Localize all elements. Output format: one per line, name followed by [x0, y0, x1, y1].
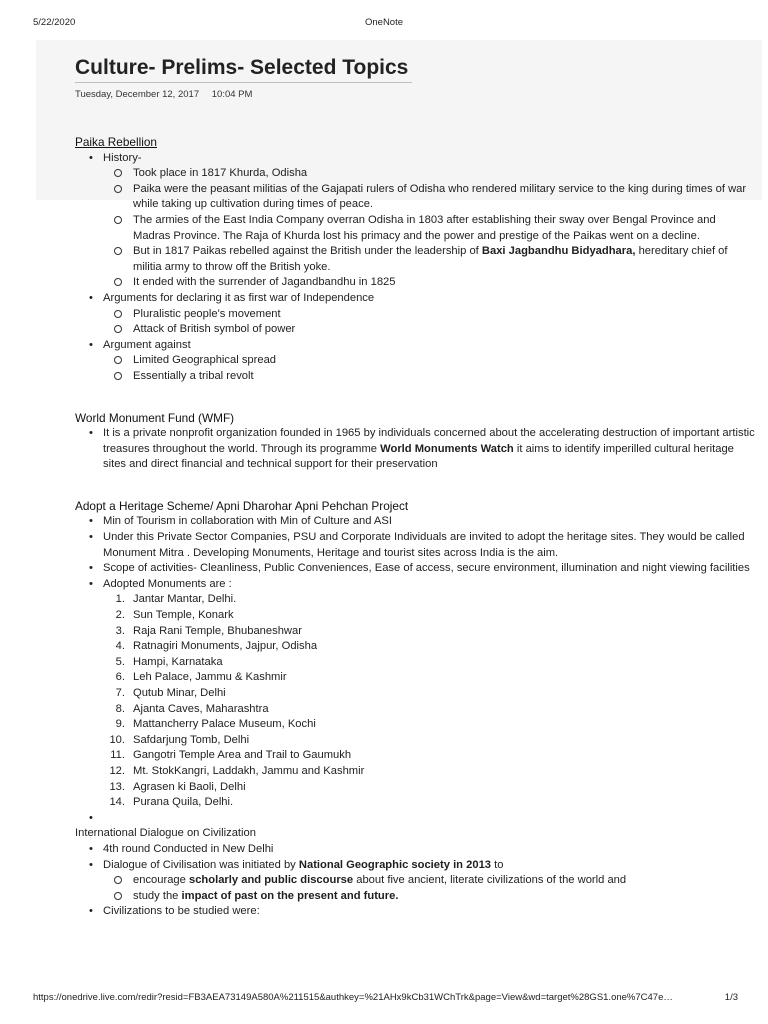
- list-item: The armies of the East India Company overran Odisha in 1803 after establishing their sway over Bengal Province and Madras Province. The Raja of Khurda lost his primacy and the power and prestige of the Paikas went on a decline.: [133, 213, 755, 244]
- monument-item: [115, 702, 755, 718]
- monument-name: Purana Quila, Delhi.: [133, 796, 234, 809]
- monument-number: 3.: [115, 624, 125, 637]
- monument-number: 1.: [115, 593, 125, 606]
- page-title: Culture- Prelims- Selected Topics: [75, 54, 412, 83]
- list-item: But in 1817 Paikas rebelled against the British under the leadership of Baxi Jagbandhu Bidyadhara, hereditary chief of militia army to throw off the British yoke.: [133, 244, 755, 275]
- monument-item: [110, 748, 755, 764]
- monument-name: Jantar Mantar, Delhi.: [133, 593, 237, 606]
- monument-item: [115, 624, 755, 640]
- list-item: • Arguments for declaring it as first war of Independence Pluralistic people's movement Attack of British symbol of power: [103, 291, 755, 338]
- monument-item: [115, 639, 755, 655]
- section-title-heritage: Adopt a Heritage Scheme/ Apni Dharohar Apni Pehchan Project: [75, 498, 409, 513]
- page-time: 10:04 PM: [211, 89, 253, 100]
- list-item: encourage scholarly and public discourse about five ancient, literate civilizations of the world and: [133, 873, 755, 889]
- monument-number: 4.: [115, 640, 125, 653]
- monument-item: [115, 686, 755, 702]
- list-item: • 4th round Conducted in New Delhi: [103, 842, 755, 858]
- print-app-name: OneNote: [364, 17, 404, 28]
- monument-number: 12.: [109, 764, 125, 777]
- monument-item: [115, 717, 755, 733]
- monument-item: [109, 764, 755, 780]
- monument-name: Agrasen ki Baoli, Delhi: [133, 780, 246, 793]
- monument-name: Sun Temple, Konark: [133, 609, 234, 622]
- monument-number: 5.: [115, 655, 125, 668]
- list-item: study the impact of past on the present and future.: [133, 889, 755, 905]
- list-item: • It is a private nonprofit organization founded in 1965 by individuals concerned about the accelerating destruction of important artistic treasures throughout the world. Through its programme World Monuments Watch it aims to identify imperilled cultural heritage sites and direct financial and technical support for their preservation: [103, 426, 755, 473]
- list-item: Attack of British symbol of power: [133, 322, 755, 338]
- monument-number: 10.: [109, 733, 125, 746]
- list-item: Essentially a tribal revolt: [133, 369, 755, 385]
- list-item: Limited Geographical spread: [133, 353, 755, 369]
- monument-item: [109, 795, 755, 811]
- print-page-number: 1/3: [724, 992, 738, 1003]
- monument-item: [115, 608, 755, 624]
- list-item: • Adopted Monuments are : 1. Jantar Mantar, Delhi. 2. Sun Temple, Konark 3. Raja Rani Temple, Bhubaneshwar 4. Ratnagiri Monuments, Jajpur, Odisha 5. Hampi, Karnataka 6. Leh Palace, Jammu & Kashmir 7. Qutub Minar, Delhi 8. Ajanta Caves, Maharashtra 9. Mattancherry Palace Museum, Kochi 10. Safdarjung Tomb, Delhi 11. Gangotri Temple Area and Trail to Gaumukh 12. Mt. StokKangri, Laddakh, Jammu and Kashmir 13. Agrasen ki Baoli, Delhi 14. Purana Quila, Delhi.: [103, 577, 755, 811]
- section-title-wmf: World Monument Fund (WMF): [75, 410, 235, 425]
- monument-name: Qutub Minar, Delhi: [133, 687, 226, 699]
- monument-name: Hampi, Karnataka: [133, 655, 223, 668]
- list-item: • Min of Tourism in collaboration with Min of Culture and ASI: [103, 514, 755, 530]
- list-item: • Dialogue of Civilisation was initiated by National Geographic society in 2013 to encourage scholarly and public discourse about five ancient, literate civilizations of the world and study the impact of past on the present and future.: [103, 858, 755, 905]
- monument-number: 9.: [115, 718, 125, 731]
- monument-name: Mattancherry Palace Museum, Kochi: [133, 718, 316, 731]
- section-title-paika: Paika Rebellion: [75, 135, 157, 149]
- list-item: It ended with the surrender of Jagandbandhu in 1825: [133, 275, 755, 291]
- list-item: Pluralistic people's movement: [133, 307, 755, 323]
- monument-name: Gangotri Temple Area and Trail to Gaumukh: [133, 749, 352, 762]
- list-item: • Civilizations to be studied were:: [103, 904, 755, 920]
- list-item: Took place in 1817 Khurda, Odisha: [133, 166, 755, 182]
- monument-name: Ratnagiri Monuments, Jajpur, Odisha: [133, 640, 318, 653]
- list-item: • Scope of activities- Cleanliness, Public Conveniences, Ease of access, secure environment, illumination and night viewing facilities: [103, 561, 755, 577]
- monument-number: 11.: [110, 749, 125, 762]
- page-date: Tuesday, December 12, 2017: [75, 89, 200, 100]
- paika-list: [75, 151, 755, 385]
- monument-item: [115, 592, 755, 608]
- note-page: [75, 54, 755, 920]
- monument-name: Safdarjung Tomb, Delhi: [133, 733, 250, 746]
- monument-number: 7.: [115, 687, 125, 699]
- print-date: 5/22/2020: [33, 17, 76, 28]
- monument-number: 6.: [115, 671, 125, 684]
- monument-name: Leh Palace, Jammu & Kashmir: [133, 671, 287, 684]
- monument-number: 13.: [109, 780, 125, 793]
- monument-item: [109, 733, 755, 749]
- print-url: https://onedrive.live.com/redir?resid=FB3AEA73149A580A%211515&authkey=%21AHx9kCb31WChTrk&page=View&wd=target%28GS1.one%7C47e…: [33, 992, 673, 1003]
- list-item: Paika were the peasant militias of the Gajapati rulers of Odisha who rendered military service to the king during times of war while taking up cultivation during times of peace.: [133, 182, 755, 213]
- print-footer: [0, 992, 768, 1006]
- monument-list: [103, 592, 755, 810]
- monument-number: 2.: [115, 609, 125, 622]
- section-title-dialogue: International Dialogue on Civilization: [75, 827, 256, 840]
- monument-name: Mt. StokKangri, Laddakh, Jammu and Kashmir: [133, 764, 365, 777]
- monument-item: [115, 670, 755, 686]
- monument-item: [115, 655, 755, 671]
- page-datetime: [75, 87, 755, 101]
- list-item: • Argument against Limited Geographical spread Essentially a tribal revolt: [103, 338, 755, 385]
- list-item: • Under this Private Sector Companies, PSU and Corporate Individuals are invited to adopt the heritage sites. They would be called Monument Mitra . Developing Monuments, Heritage and tourist sites across India is the aim.: [103, 530, 755, 561]
- monument-item: [109, 780, 755, 796]
- monument-name: Raja Rani Temple, Bhubaneshwar: [133, 624, 302, 637]
- monument-name: Ajanta Caves, Maharashtra: [133, 702, 269, 715]
- list-item-empty: [103, 811, 755, 827]
- list-item: • History- Took place in 1817 Khurda, Odisha Paika were the peasant militias of the Gajapati rulers of Odisha who rendered military service to the king during times of war while taking up cultivation during times of peace. The armies of the East India Company overran Odisha in 1803 after establishing their sway over Bengal Province and Madras Province. The Raja of Khurda lost his primacy and the power and prestige of the Paikas went on a decline. But in 1817 Paikas rebelled against the British under the leadership of Baxi Jagbandhu Bidyadhara, hereditary chief of militia army to throw off the British yoke. It ended with the surrender of Jagandbandhu in 1825: [103, 151, 755, 291]
- monument-number: 14.: [109, 796, 125, 809]
- print-header: [0, 17, 768, 31]
- monument-number: 8.: [115, 702, 125, 715]
- history-list: [103, 166, 755, 291]
